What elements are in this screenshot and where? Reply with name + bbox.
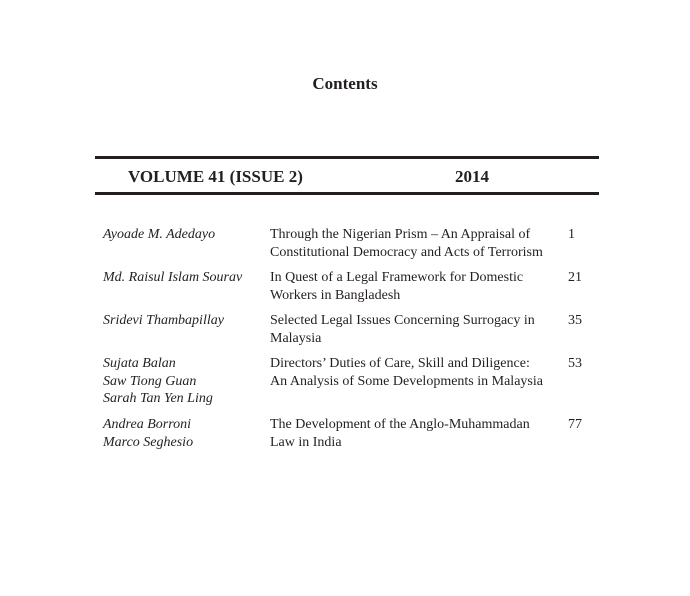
- page-title: Contents: [312, 74, 378, 93]
- author-name: Sarah Tan Yen Ling: [103, 391, 213, 406]
- entry-authors: [103, 416, 263, 451]
- entry-authors: [103, 312, 263, 330]
- title-line: Directors’ Duties of Care, Skill and Diligence:: [270, 356, 530, 371]
- title-line: Through the Nigerian Prism – An Appraisal of: [270, 227, 531, 242]
- entry-title[interactable]: [270, 226, 560, 261]
- bottom-rule: [95, 192, 599, 195]
- title-line: In Quest of a Legal Framework for Domestic: [270, 270, 524, 285]
- entry-authors: [103, 269, 263, 287]
- author-name: Ayoade M. Adedayo: [103, 227, 216, 242]
- title-line: An Analysis of Some Developments in Malaysia: [270, 373, 543, 389]
- entry-page-number: 1: [568, 227, 575, 242]
- title-line: Law in India: [270, 434, 342, 450]
- entry-authors: [103, 355, 263, 408]
- volume-year: 2014: [455, 167, 489, 186]
- author-name: Andrea Borroni: [103, 417, 192, 432]
- entry-title[interactable]: [270, 416, 560, 451]
- author-name: Sujata Balan: [103, 356, 176, 371]
- entry-page-number: 35: [568, 313, 582, 328]
- title-line: The Development of the Anglo-Muhammadan: [270, 417, 530, 432]
- author-name: Sridevi Thambapillay: [103, 313, 224, 328]
- entry-title[interactable]: [270, 355, 560, 390]
- entry-page-number: 21: [568, 270, 582, 285]
- author-name: Md. Raisul Islam Sourav: [103, 270, 243, 285]
- title-line: Workers in Bangladesh: [270, 287, 401, 303]
- title-line: Malaysia: [270, 330, 322, 346]
- author-name: Saw Tiong Guan: [103, 373, 197, 389]
- volume-label: VOLUME 41 (ISSUE 2): [128, 167, 303, 186]
- top-rule: [95, 156, 599, 159]
- entry-page-number: 77: [568, 417, 582, 432]
- author-name: Marco Seghesio: [103, 434, 194, 450]
- entry-page-number: 53: [568, 356, 582, 371]
- entry-authors: [103, 226, 263, 244]
- entry-title[interactable]: [270, 312, 560, 347]
- title-line: Selected Legal Issues Concerning Surrogacy in: [270, 313, 535, 328]
- entry-title[interactable]: [270, 269, 560, 304]
- title-line: Constitutional Democracy and Acts of Terrorism: [270, 244, 543, 260]
